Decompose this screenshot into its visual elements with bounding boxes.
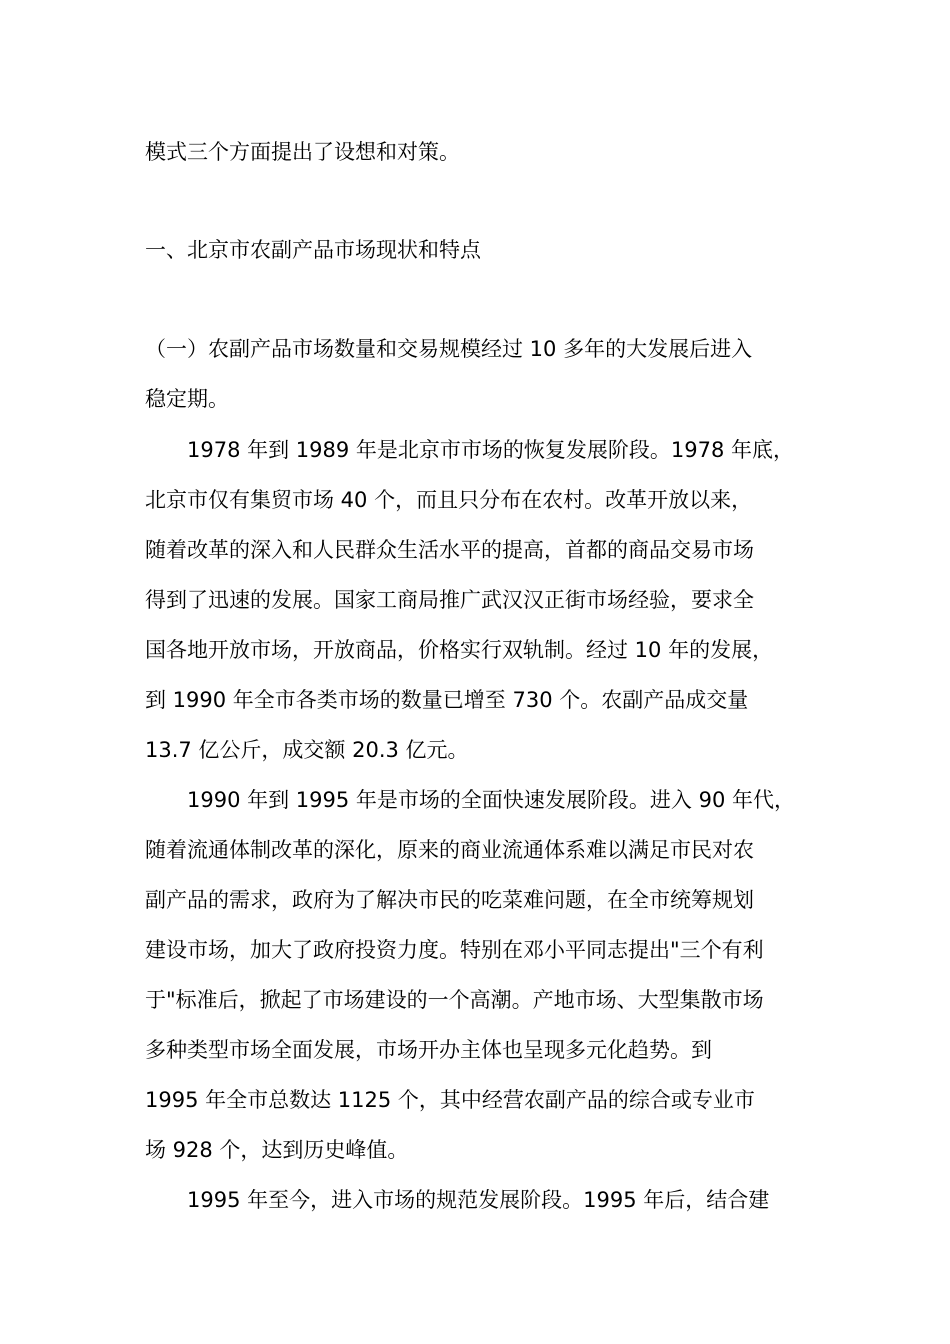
paragraph-1-line-4: 得到了迅速的发展。国家工商局推广武汉汉正街市场经验，要求全	[145, 588, 754, 612]
paragraph-1-line-3: 随着改革的深入和人民群众生活水平的提高，首都的商品交易市场	[145, 538, 754, 562]
subsection-heading-line-1: （一）农副产品市场数量和交易规模经过 10 多年的大发展后进入	[145, 337, 753, 361]
paragraph-1-line-6: 到 1990 年全市各类市场的数量已增至 730 个。农副产品成交量	[145, 688, 749, 712]
paragraph-2-line-2: 随着流通体制改革的深化，原来的商业流通体系难以满足市民对农	[145, 838, 754, 862]
paragraph-2-line-8: 场 928 个，达到历史峰值。	[145, 1138, 409, 1162]
paragraph-1-line-7: 13.7 亿公斤，成交额 20.3 亿元。	[145, 738, 469, 762]
paragraph-2-line-6: 多种类型市场全面发展，市场开办主体也呈现多元化趋势。到	[145, 1038, 712, 1062]
paragraph-2-line-3: 副产品的需求，政府为了解决市民的吃菜难问题，在全市统筹规划	[145, 888, 754, 912]
paragraph-2-line-1: 1990 年到 1995 年是市场的全面快速发展阶段。进入 90 年代，	[187, 788, 795, 812]
paragraph-1-line-5: 国各地开放市场，开放商品，价格实行双轨制。经过 10 年的发展，	[145, 638, 774, 662]
subsection-heading-line-2: 稳定期。	[145, 387, 229, 411]
paragraph-2-line-5: 于"标准后，掀起了市场建设的一个高潮。产地市场、大型集散市场	[145, 988, 764, 1012]
paragraph-1-line-1: 1978 年到 1989 年是北京市市场的恢复发展阶段。1978 年底，	[187, 438, 795, 462]
paragraph-3-line-1: 1995 年至今，进入市场的规范发展阶段。1995 年后，结合建	[187, 1188, 770, 1212]
paragraph-1-line-2: 北京市仅有集贸市场 40 个，而且只分布在农村。改革开放以来，	[145, 488, 753, 512]
paragraph-2-line-7: 1995 年全市总数达 1125 个，其中经营农副产品的综合或专业市	[145, 1088, 755, 1112]
paragraph-2-line-4: 建设市场，加大了政府投资力度。特别在邓小平同志提出"三个有利	[145, 938, 764, 962]
paragraph-continuation-line: 模式三个方面提出了设想和对策。	[145, 140, 460, 164]
section-heading: 一、北京市农副产品市场现状和特点	[145, 238, 481, 262]
